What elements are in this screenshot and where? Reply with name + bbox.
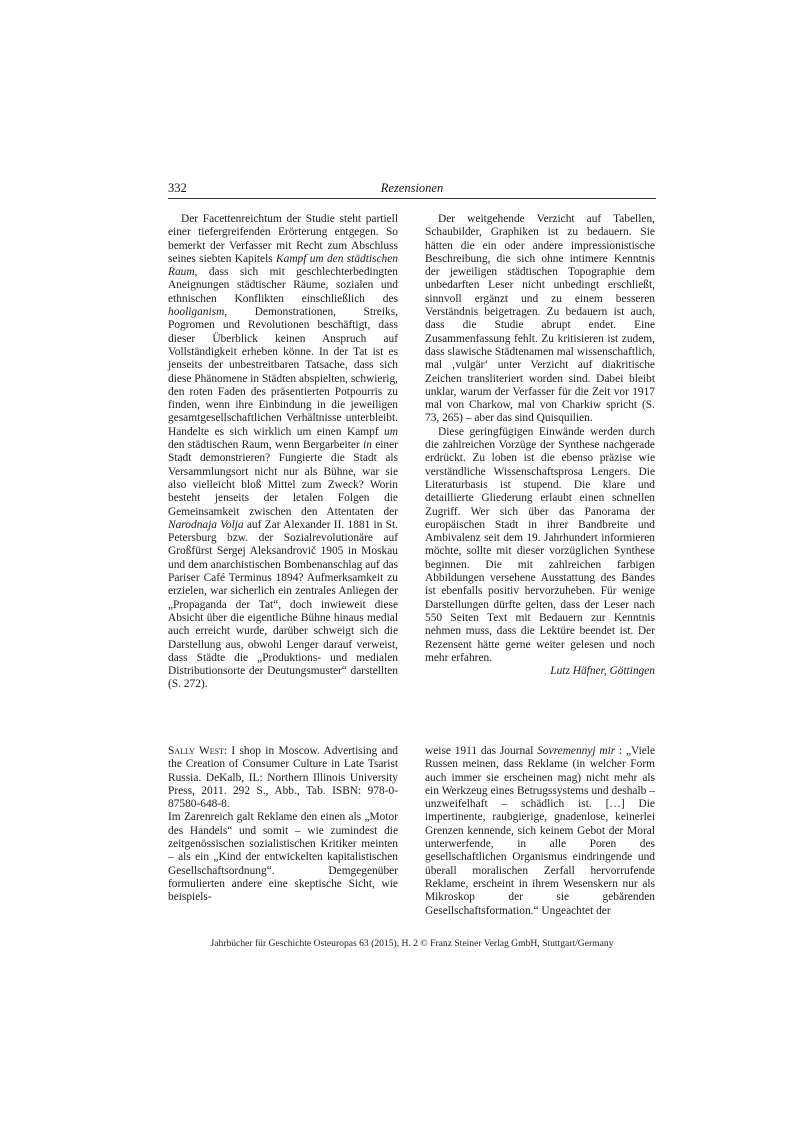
emphasis-term: in [363, 439, 372, 452]
text-run: : „Viele Russen meinen, dass Reklame (in welcher Form auch immer sie erscheinen mag) nicht mehr als ein Werkzeug eines Betrugssystems und deshalb – unzweifelhaft – schädlich ist. […] Die impertinente, raubgierige, gnadenlose, keinerlei Grenzen kennende, sich keinem Gebot der Moral unterwerfende, in alle Poren des gesellschaftlichen Organismus eindringende und überall moralischen Zerfall hervorrufende Reklame, erscheint in ihrem Wesenskern nur als Mikroskop der sie gebärenden Gesellschaftsformation.“ Ungeachtet der [425, 745, 656, 917]
page-footer: Jahrbücher für Geschichte Osteuropas 63 (2015), H. 2 © Franz Steiner Verlag GmbH, Stuttgart/Germany [210, 938, 614, 949]
emphasis-term: Narodnaja Volja [168, 518, 244, 531]
text-run: den städtischen Raum, wenn Bergarbeiter [168, 439, 364, 452]
review2-paragraph-2 [425, 745, 655, 918]
book-citation: : I shop in Moscow. Advertising and the Creation of Consumer Culture in Late Tsarist Russia. DeKalb, IL: Northern Illinois University Press, 2011. 292 S., Abb., Tab. ISBN: 978-0-87580-648-8. [168, 745, 398, 811]
text-run: Der Facettenreichtum der Studie steht partiell einer tiefergreifenden Erörterung entgegen. So bemerkt der Verfasser mit Recht zum Abschluss seines siebten Kapitels [168, 213, 398, 265]
review1-paragraph-2: Der weitgehende Verzicht auf Tabellen, Schaubilder, Graphiken ist zu bedauern. Sie hätten die ein oder andere impressionistische Beschreibung, die sich ohne intimere Kenntnis der jeweiligen städtischen Topographie dem unbedarften Leser nicht unbedingt erschließt, sinnvoll ergänzt und zu einem besseren Verständnis beigetragen. Zu bedauern ist auch, dass die Studie abrupt endet. Eine Zusammenfassung fehlt. Zu kritisieren ist zudem, dass slawische Städtenamen mal wissenschaftlich, mal ‚vulgär‘ unter Verzicht auf diakritische Zeichen transliteriert worden sind. Dabei bleibt unklar, warum der Verfasser für die Zeit vor 1917 mal von Charkow, mal von Charkiw spricht (S. 73, 265) – aber das sind Quisquilien. [425, 213, 655, 425]
page-number: 332 [168, 181, 187, 195]
running-title: Rezensionen [380, 181, 444, 195]
text-run: , dass sich mit geschlechterbedingten Aneignungen städtischer Räume, sozialen und ethnischen Konflikten einschließlich des [168, 266, 398, 305]
review-signature: Lutz Häfner, Göttingen [550, 665, 655, 678]
text-run: auf Zar Alexander II. 1881 in St. Petersburg bzw. der Sozialrevolutionäre auf Großfürst Sergej Aleksandrovič 1905 in Moskau und dem anarchistischen Bombenanschlag auf das Pariser Café Terminus 1894? Aufmerksamkeit zu erzielen, war sicherlich ein zentrales Anliegen der „Propaganda der Tat“, doch inwieweit diese Absicht über die eigentliche Bühne hinaus medial auch erreicht wurde, darüber schweigt sich die Darstellung aus, obwohl Lenger darauf verweist, dass Städte die „Produktions- und medialen Distributionsorte der Deutungsmuster“ darstellten (S. 272). [168, 518, 398, 691]
review1-right-column [425, 213, 655, 678]
review2-right-column [425, 745, 655, 918]
review1-paragraph-1 [168, 213, 398, 692]
text-run: weise 1911 das Journal [425, 745, 538, 757]
text-run: , Demonstrationen, Streiks, Pogromen und Revolutionen beschäftigt, dass dieser Überblick keinen Anspruch auf Vollständigkeit erheben könne. In der Tat ist es jenseits der unbestreitbaren Tatsache, dass sich diese Phänomene in Städten abspielten, schwierig, den roten Faden des präsentierten Potpourris zu finden, wenn ihre Einbindung in die jeweiligen gesamtgesellschaftlichen Verhältnisse unterbleibt. Handelte es sich wirklich um einen Kampf [168, 306, 398, 438]
text-run: einer Stadt demonstrieren? Fungierte die Stadt als Versammlungsort nicht nur als Bühne, war sie also vielleicht bloß Mittel zum Zweck? Worin besteht jenseits der letalen Folgen die Gemeinsamkeit zwischen den Attentaten der [168, 439, 398, 518]
bibliographic-entry [168, 745, 398, 811]
page-header [168, 180, 656, 196]
review1-paragraph-3: Diese geringfügigen Einwände werden durch die zahlreichen Vorzüge der Synthese nachgerade erdrückt. Zu loben ist die ebenso präzise wie verständliche Wissenschaftsprosa Lengers. Die Literaturbasis ist stupend. Die klare und detaillierte Gliederung erlaubt einen schnellen Zugriff. Wer sich über das Panorama der europäischen Stadt in ihrer Bandbreite und Ambivalenz seit dem 19. Jahrhundert informieren möchte, sollte mit dieser vorzüglichen Synthese beginnen. Die mit zahlreichen farbigen Abbildungen versehene Ausstattung des Bandes ist ebenfalls positiv hervorzuheben. Für wenige Darstellungen dürfte gelten, dass der Leser nach 550 Seiten Text mit Bedauern zur Kenntnis nehmen muss, dass die Lektüre beendet ist. Der Rezensent hätte gerne weiter gelesen und noch mehr erfahren. [425, 425, 655, 664]
book-author: Sally West [168, 745, 224, 757]
review2-left-column [168, 745, 398, 905]
emphasis-term: um [384, 425, 398, 438]
review1-left-column [168, 213, 398, 692]
review2-paragraph-1: Im Zarenreich galt Reklame den einen als „Motor des Handels“ und somit – wie zumindest die zeitgenössischen sozialistischen Kritiker meinten – als ein „Kind der entwickelten kapitalistischen Gesellschaftsordnung“. Demgegenüber formulierten andere eine skeptische Sicht, wie beispiels- [168, 811, 398, 904]
header-rule [168, 198, 656, 199]
chapter-title: Kampf um den städtischen Raum [168, 252, 398, 279]
emphasis-term: hooliganism [168, 306, 225, 319]
journal-title: Sovremennyj mir [537, 745, 616, 757]
